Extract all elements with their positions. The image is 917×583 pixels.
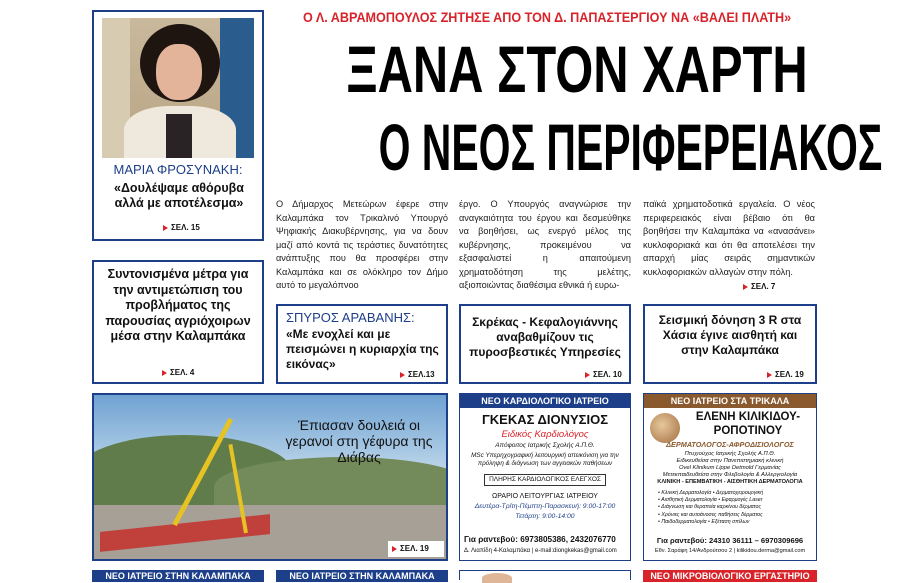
story-measures-ref: ΣΕΛ. 4 bbox=[162, 368, 194, 377]
ad-cardio-name: ΓΚΕΚΑΣ ΔΙΟΝΥΣΙΟΣ bbox=[481, 412, 609, 427]
bottom-strip-1: ΝΕΟ ΙΑΤΡΕΙΟ ΣΤΗΝ ΚΑΛΑΜΠΑΚΑ bbox=[92, 570, 264, 582]
article-col-2: έργο. Ο Υπουργός αναγνώρισε την αναγκαιότητα του έργου και δεσμεύθηκε να βοηθήσει, ως ενεργό μέλος της κυβέρνησης, προκειμένου να εξασφαλιστεί η απαιτούμενη χρηματοδότηση της μελέτης, αξιοποιώντας διαθέσιμα εθνικά ή ευρω- bbox=[459, 199, 631, 290]
ad-cardio-phone: Για ραντεβού: 6973805386, 2432076770 bbox=[464, 535, 616, 544]
ad-derm-header: ΝΕΟ ΙΑΤΡΕΙΟ ΣΤΑ ΤΡΙΚΑΛΑ bbox=[644, 394, 816, 408]
arrow-icon bbox=[400, 372, 405, 378]
interview-ref: ΣΕΛ. 15 bbox=[163, 223, 200, 232]
bottom-strip-3 bbox=[459, 570, 631, 580]
kicker: Ο Λ. ΑΒΡΑΜΟΠΟΥΛΟΣ ΖΗΤΗΣΕ ΑΠΟ ΤΟΝ Δ. ΠΑΠΑΣΤΕΡΓΙΟΥ ΝΑ «ΒΑΛΕΙ ΠΛΑΤΗ» bbox=[303, 9, 792, 25]
interview-name: ΜΑΡΙΑ ΦΡΟΣΥΝΑΚΗ: bbox=[113, 162, 243, 177]
ad-cardio-hours2: Τετάρτη: 9:00-14:00 bbox=[515, 513, 575, 520]
ad-derm-service: • Χρόνιες και αυτοάνοσες παθήσεις δέρματος bbox=[658, 511, 763, 518]
story-aravanis[interactable] bbox=[276, 304, 448, 384]
ad-derm-specialty: ΔΕΡΜΑΤΟΛΟΓΟΣ-ΑΦΡΟΔΙΣΙΟΛΟΓΟΣ bbox=[666, 440, 794, 449]
ad-cardio-hours1: Δευτέρα-Τρίτη-Πέμπτη-Παρασκευή: 9:00-17:00 bbox=[474, 503, 616, 510]
ad-derm-service: • Διάγνωση και θεραπεία καρκίνου δέρματος bbox=[658, 504, 762, 511]
ad-cardio-msc: MSc Υπερηχογραφική λειτουργική απεικόνιση για την πρόληψη & διάγνωση των αγγειακών παθήσεων bbox=[471, 452, 619, 467]
ad-derm-name2: ΡΟΠΟΤΙΝΟΥ bbox=[713, 425, 783, 437]
ad-cardio-address: Δ. Λιαπίδη 4-Καλαμπάκα | e-mail:diongkekas@gmail.com bbox=[464, 548, 617, 554]
ad-derm-name1: ΕΛΕΝΗ ΚΙΛΙΚΙΔΟΥ- bbox=[695, 411, 801, 423]
portrait-photo bbox=[102, 18, 254, 158]
ad-derm-line4: Μετεκπαιδευθείσα στην Φλεβολογία & Αλλεργιολογία bbox=[662, 472, 798, 478]
ad-cardio-title: Ειδικός Καρδιολόγος bbox=[501, 429, 589, 440]
story-fire-ref: ΣΕΛ. 10 bbox=[585, 370, 622, 379]
ad-cardio-header: ΝΕΟ ΚΑΡΔΙΟΛΟΓΙΚΟ ΙΑΤΡΕΙΟ bbox=[460, 394, 630, 408]
article-col-3: παϊκά χρηματοδοτικά εργαλεία. Ο νέος περιφερειακός είναι βέβαιο ότι θα βοηθήσει την Καλαμπάκα να «ανασάνει» κυκλοφοριακά και ότι θα αποτελέσει την απαρχή μίας σειράς σημαντικών κυκλοφοριακών αλλαγών στην πόλη. bbox=[643, 199, 815, 277]
story-aravanis-quote: «Με ενοχλεί και με πεισμώνει η κυριαρχία της εικόνας» bbox=[286, 327, 439, 371]
story-bridge-ref-box bbox=[388, 541, 444, 557]
bottom-strip-2: ΝΕΟ ΙΑΤΡΕΙΟ ΣΤΗΝ ΚΑΛΑΜΠΑΚΑ bbox=[276, 570, 448, 582]
ad-derm-services bbox=[658, 490, 810, 526]
ad-cardio-hours-title: ΩΡΑΡΙΟ ΛΕΙΤΟΥΡΓΙΑΣ ΙΑΤΡΕΙΟΥ bbox=[492, 493, 598, 500]
ad-cardio[interactable] bbox=[459, 393, 631, 561]
arrow-icon bbox=[743, 284, 748, 290]
headline-line1: ΞΑΝΑ ΣΤΟΝ ΧΑΡΤΗ bbox=[346, 32, 808, 106]
article-ref[interactable]: ΣΕΛ. 7 bbox=[743, 282, 775, 291]
ad-derm-service: • Κλινική Δερματολογία • Δερματοχειρουργική bbox=[658, 490, 764, 496]
story-bridge[interactable] bbox=[92, 393, 448, 561]
story-fire-title: Σκρέκας - Κεφαλογιάννης αναβαθμίζουν τις πυροσβεστικές Υπηρεσίες bbox=[469, 315, 621, 359]
ad-derm-service: • Παιδοδερματολογία • Εξέταση σπίλων bbox=[658, 518, 750, 525]
story-quake-ref: ΣΕΛ. 19 bbox=[767, 370, 804, 379]
story-quake[interactable] bbox=[643, 304, 817, 384]
story-measures[interactable] bbox=[92, 260, 264, 384]
ad-derm[interactable] bbox=[643, 393, 817, 561]
story-bridge-title: Έπιασαν δουλειά οι γερανοί στη γέφυρα της Διάβας bbox=[285, 417, 433, 465]
ad-cardio-check: ΠΛΗΡΗΣ ΚΑΡΔΙΟΛΟΓΙΚΟΣ ΕΛΕΓΧΟΣ bbox=[484, 474, 606, 486]
arrow-icon bbox=[392, 546, 397, 552]
ad-derm-line3: Ovel Klinikum Lippe Detmold Γερμανίας bbox=[678, 465, 781, 471]
ad-derm-logo bbox=[650, 413, 680, 443]
story-measures-title: Συντονισμένα μέτρα για την αντιμετώπιση του προβλήματος της παρουσίας αγριόχοιρων μέσα στην Καλαμπάκα bbox=[105, 267, 251, 343]
article-col-1: Ο Δήμαρχος Μετεώρων έφερε στην Καλαμπάκα τον Τρικαλινό Υπουργό Ψηφιακής Διακυβέρνησης, για να δουν μαζί από κοντά τις τεράστιες δυνατότητες ανάπτυξης που θα προσφέρει στην Καλαμπάκα και σε ολόκληρο τον Δήμο αυτό το μεγαλόπνοο bbox=[276, 199, 448, 290]
story-fire[interactable] bbox=[459, 304, 631, 384]
bottom-strip-4: ΝΕΟ ΜΙΚΡΟΒΙΟΛΟΓΙΚΟ ΕΡΓΑΣΤΗΡΙΟ bbox=[643, 570, 817, 582]
story-aravanis-name: ΣΠΥΡΟΣ ΑΡΑΒΑΝΗΣ: bbox=[286, 310, 415, 325]
ad-derm-line2: Ειδικευθείσα στην Πανεπιστημιακή κλινική bbox=[676, 458, 784, 464]
interview-quote: «Δουλέψαμε αθόρυβα αλλά με αποτέλεσμα» bbox=[114, 181, 244, 210]
arrow-icon bbox=[767, 372, 772, 378]
ad-derm-phone: Για ραντεβού: 24310 36111 – 6970309696 bbox=[656, 536, 804, 545]
ad-derm-line1: Πτυχιούχος Ιατρικής Σχολής Α.Π.Θ. bbox=[684, 451, 776, 457]
ad-cardio-school: Απόφοιτος Ιατρικής Σχολής Α.Π.Θ. bbox=[495, 442, 595, 449]
headline-line2: Ο ΝΕΟΣ ΠΕΡΙΦΕΡΕΙΑΚΟΣ bbox=[378, 110, 883, 184]
arrow-icon bbox=[162, 370, 167, 376]
interview-box[interactable] bbox=[92, 10, 264, 241]
story-bridge-ref: ΣΕΛ. 19 bbox=[392, 544, 429, 553]
story-quake-title: Σεισμική δόνηση 3 R στα Χάσια έγινε αισθητή και στην Καλαμπάκα bbox=[658, 313, 802, 357]
ad-derm-address: Εθν. Σαράφη 14/Ανδρούτσου 2 | kilikidou.derma@gmail.com bbox=[654, 548, 806, 554]
ad-derm-service: • Αισθητική Δερματολογία • Εφαρμογές Laser bbox=[658, 497, 763, 504]
arrow-icon bbox=[585, 372, 590, 378]
story-aravanis-ref: ΣΕΛ.13 bbox=[400, 370, 435, 379]
arrow-icon bbox=[163, 225, 168, 231]
ad-derm-line5: ΚΛΙΝΙΚΗ - ΕΠΕΜΒΑΤΙΚΗ - ΑΙΣΘΗΤΙΚΗ ΔΕΡΜΑΤΟΛΟΓΙΑ bbox=[657, 479, 803, 485]
